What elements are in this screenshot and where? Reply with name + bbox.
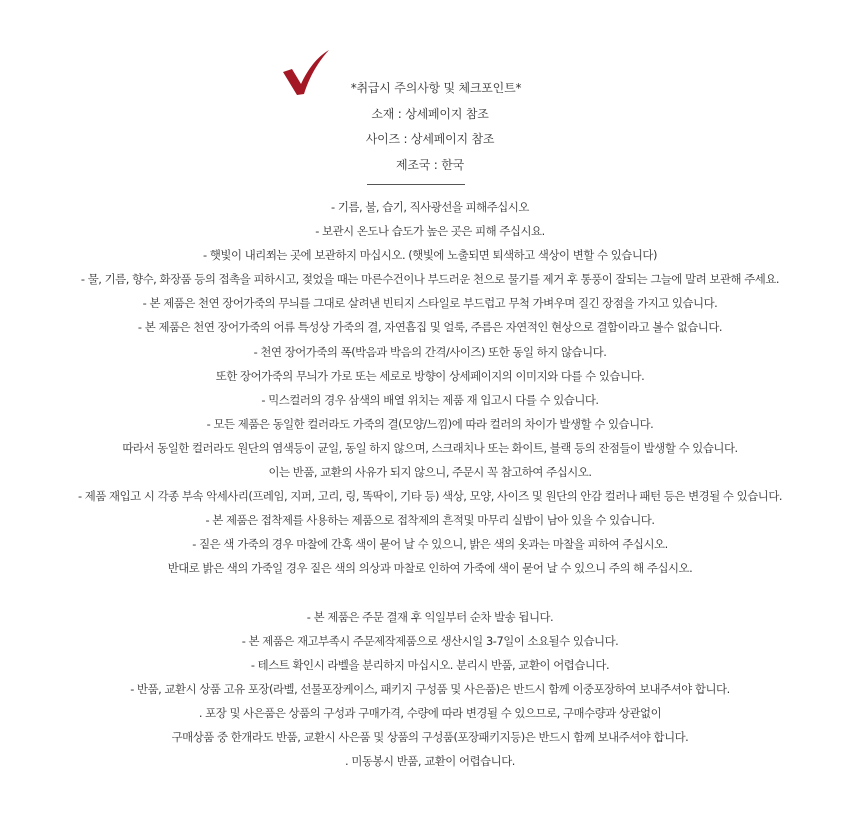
size-info: 사이즈 : 상세페이지 참조 bbox=[365, 132, 495, 146]
notice-line: - 모든 제품은 동일한 컬러라도 가죽의 결(모양/느낌)에 따라 컬러의 차이가 발생할 수 있습니다. bbox=[206, 416, 654, 431]
divider bbox=[367, 184, 465, 185]
notice-line: - 본 제품은 천연 장어가죽의 무늬를 그대로 살려낸 빈티지 스타일로 부드럽고 무척 가벼우며 질긴 장점을 가지고 있습니다. bbox=[142, 296, 718, 311]
shipping-line: 구매상품 중 한개라도 반품, 교환시 사은품 및 상품의 구성품(포장패키지등)은 반드시 함께 보내주셔야 합니다. bbox=[171, 730, 689, 745]
shipping-line: - 테스트 확인시 라벨을 분리하지 마십시오. 분리시 반품, 교환이 어렵습니다. bbox=[250, 657, 610, 672]
notice-line: 반대로 밝은 색의 가죽일 경우 짙은 색의 의상과 마찰로 인하여 가죽에 색이 묻어 날 수 있으니 주의 해 주십시오. bbox=[167, 561, 693, 576]
shipping-line: . 포장 및 사은품은 상품의 구성과 구매가격, 수량에 따라 변경될 수 있으므로, 구매수량과 상관없이 bbox=[198, 705, 662, 720]
shipping-line: - 반품, 교환시 상품 고유 포장(라벨, 선물포장케이스, 패키지 구성품 및 사은품)은 반드시 함께 이중포장하여 보내주셔야 합니다. bbox=[130, 681, 730, 696]
notice-line: - 믹스컬러의 경우 삼색의 배열 위치는 제품 재 입고시 다를 수 있습니다. bbox=[261, 392, 599, 407]
shipping-line: - 본 제품은 재고부족시 주문제작제품으로 생산시일 3-7일이 소요될수 있습니다. bbox=[241, 633, 619, 648]
notice-line: - 본 제품은 접착제를 사용하는 제품으로 접착제의 흔적및 마무리 실밥이 남아 있을 수 있습니다. bbox=[205, 513, 655, 528]
material-info: 소재 : 상세페이지 참조 bbox=[371, 106, 489, 121]
notice-line: - 기름, 불, 습기, 직사광선을 피해주십시오 bbox=[331, 200, 529, 214]
notice-line: - 제품 재입고 시 각종 부속 악세사리(프레임, 지퍼, 고리, 링, 똑딱이, 기타 등) 색상, 모양, 사이즈 및 원단의 안감 컬러나 패턴 등은 변경될 수 있습니다. bbox=[77, 489, 783, 504]
notice-line: 따라서 동일한 컬러라도 원단의 염색등이 균일, 동일 하지 않으며, 스크래치나 또는 화이트, 블랙 등의 잔점들이 발생할 수 있습니다. bbox=[122, 440, 738, 455]
notice-line: - 천연 장어가죽의 폭(박음과 박음의 간격/사이즈) 또한 동일 하지 않습니다. bbox=[253, 344, 607, 359]
notice-line: - 물, 기름, 향수, 화장품 등의 접촉을 피하시고, 젖었을 때는 마른수건이나 부드러운 천으로 물기를 제거 후 통풍이 잘되는 그늘에 말려 보관해 주세요. bbox=[80, 272, 780, 287]
notice-line: 이는 반품, 교환의 사유가 되지 않으니, 주문시 꼭 참고하여 주십시오. bbox=[268, 465, 592, 480]
origin-info: 제조국 : 한국 bbox=[395, 157, 465, 172]
notice-line: - 본 제품은 천연 장어가죽의 어류 특성상 가죽의 결, 자연흠집 및 얼룩, 주름은 자연적인 현상으로 결함이라고 볼수 없습니다. bbox=[137, 320, 723, 335]
notice-line: 또한 장어가죽의 무늬가 가로 또는 세로로 방향이 상세페이지의 이미지와 다를 수 있습니다. bbox=[215, 368, 645, 383]
shipping-line: . 미동봉시 반품, 교환이 어렵습니다. bbox=[345, 754, 515, 769]
section-spacer bbox=[0, 581, 860, 605]
shipping-line: - 본 제품은 주문 결재 후 익일부터 순차 발송 됩니다. bbox=[306, 609, 554, 624]
notice-line: - 보관시 온도나 습도가 높은 곳은 피해 주십시요. bbox=[315, 224, 545, 239]
product-info-header bbox=[0, 76, 860, 178]
caution-title: *취급시 주의사항 및 체크포인트* bbox=[350, 81, 522, 95]
notice-list bbox=[0, 195, 860, 773]
notice-line: - 짙은 색 가죽의 경우 마찰에 간혹 색이 묻어 날 수 있으니, 밝은 색의 옷과는 마찰을 피하여 주십시오. bbox=[192, 537, 668, 552]
notice-line: - 햇빛이 내리쬐는 곳에 보관하지 마십시오. (햇빛에 노출되면 퇴색하고 색상이 변할 수 있습니다) bbox=[203, 248, 657, 263]
